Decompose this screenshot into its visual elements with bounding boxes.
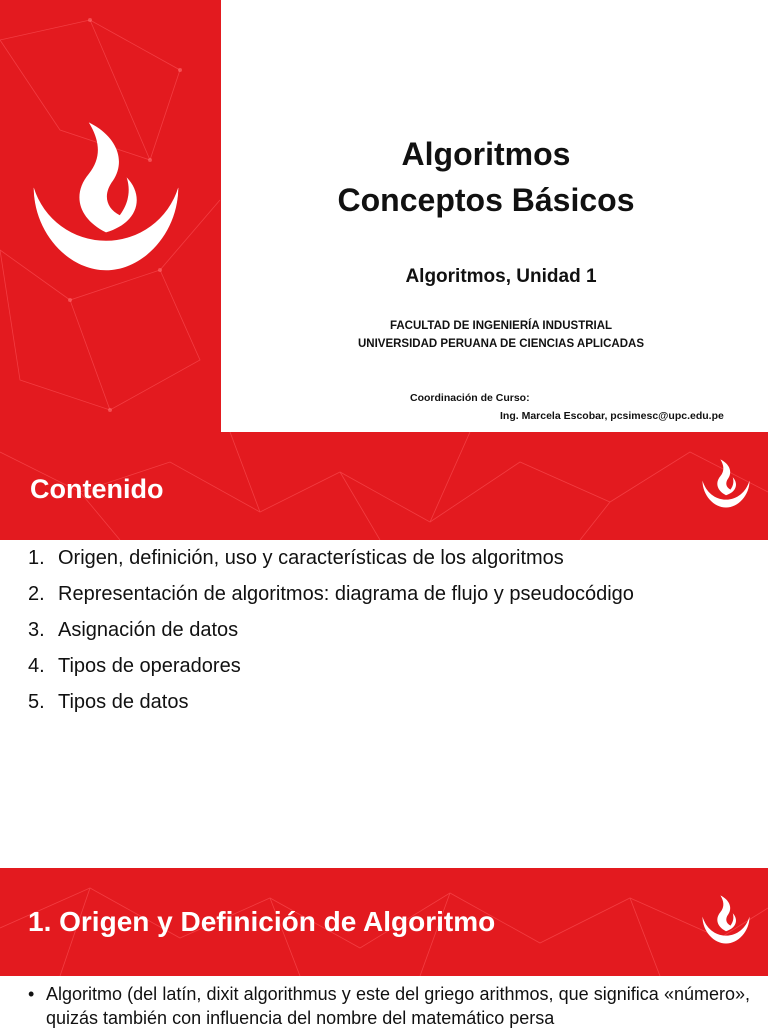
- definition-text: Algoritmo (del latín, dixit algorithmus y este del griego arithmos, que significa «número», quizás también con influencia del nombre del matemático persa: [46, 984, 750, 1028]
- definition-banner: [0, 868, 768, 976]
- faculty-name: FACULTAD DE INGENIERÍA INDUSTRIAL: [389, 320, 613, 332]
- slide-subtitle: Algoritmos, Unidad 1: [405, 266, 597, 287]
- definition-paragraph: [28, 982, 750, 1030]
- upc-logo-icon: [698, 456, 754, 512]
- contents-list: [28, 540, 634, 720]
- title-slide: [0, 0, 768, 432]
- list-item: 3. Asignación de datos: [28, 619, 239, 641]
- list-item: 5. Tipos de datos: [28, 691, 189, 713]
- coordination-label: Coordinación de Curso:: [410, 392, 530, 404]
- definition-title: 1. Origen y Definición de Algoritmo: [28, 906, 496, 937]
- definition-slide: [0, 756, 768, 1028]
- list-item: 2. Representación de algoritmos: diagrama de flujo y pseudocódigo: [28, 583, 634, 605]
- upc-logo-icon: [698, 892, 754, 948]
- bullet-marker: •: [28, 984, 35, 1004]
- contents-title: Contenido: [30, 474, 164, 504]
- slide-title-line1: Algoritmos: [401, 136, 571, 172]
- university-name: UNIVERSIDAD PERUANA DE CIENCIAS APLICADAS: [357, 338, 645, 350]
- list-item: 4. Tipos de operadores: [28, 655, 241, 677]
- slide-gap: [0, 756, 768, 868]
- upc-logo-icon: [20, 112, 192, 284]
- list-item: 1. Origen, definición, uso y características de los algoritmos: [28, 547, 564, 569]
- contents-slide: [0, 432, 768, 756]
- slide-title-line2: Conceptos Básicos: [337, 182, 635, 218]
- contents-banner: [0, 432, 768, 540]
- coordinator-contact: Ing. Marcela Escobar, pcsimesc@upc.edu.pe: [500, 410, 724, 422]
